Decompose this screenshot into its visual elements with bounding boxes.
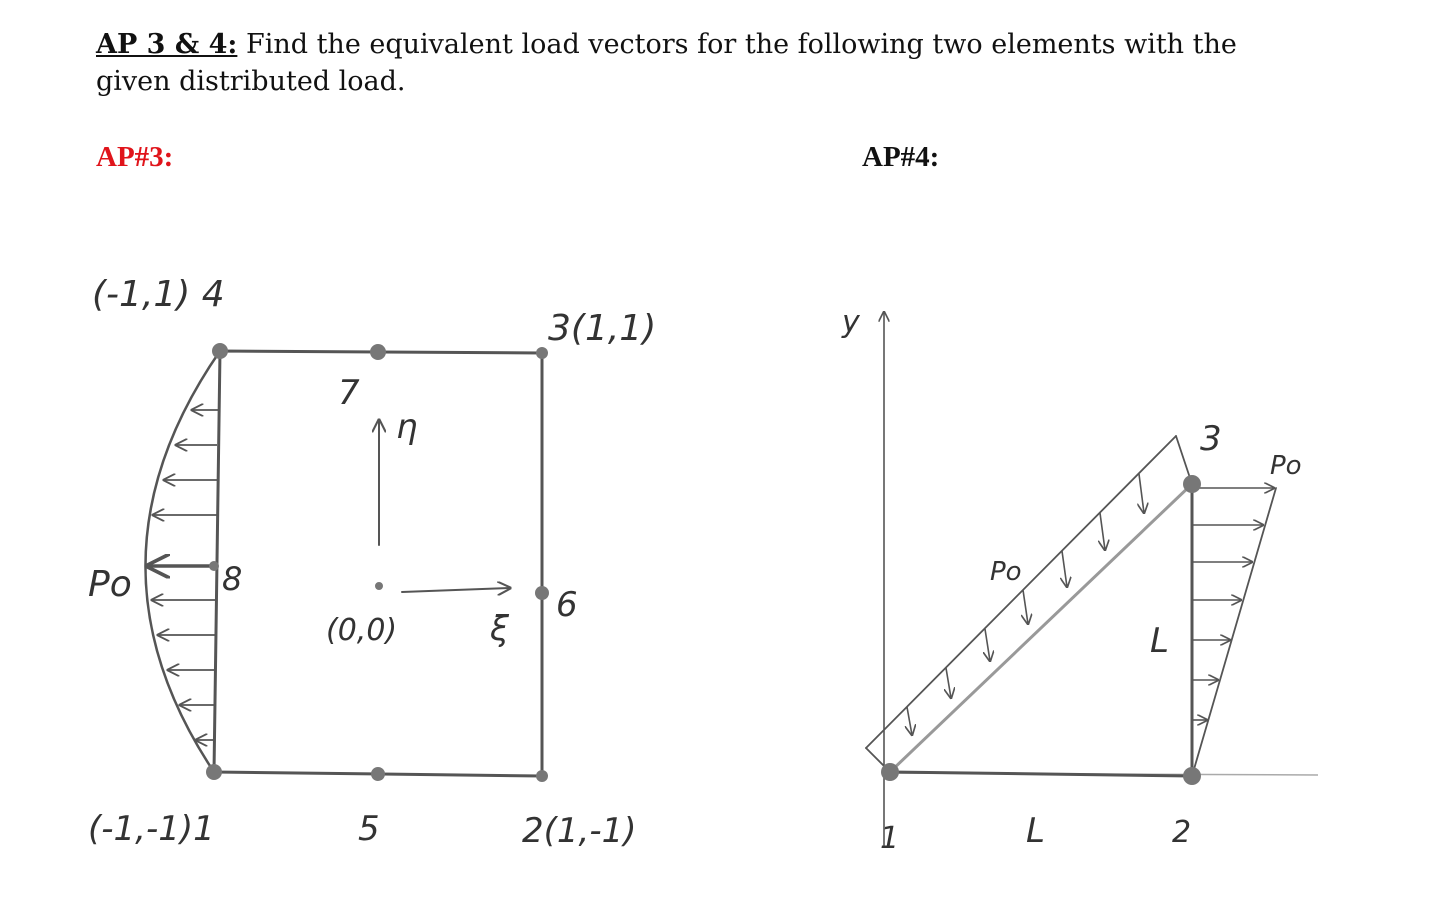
ap4-triangular-load-line xyxy=(1192,488,1276,776)
ap3-node-6 xyxy=(535,586,549,600)
heading-text: Find the equivalent load vectors for the following two elements with the given distributed load. xyxy=(96,29,1237,97)
ap3-node-3 xyxy=(536,347,548,359)
ap3-element-boundary xyxy=(214,351,542,776)
ap3-xi-label: ξ xyxy=(490,609,509,649)
ap4-edge-1-3 xyxy=(890,484,1192,772)
ap3-load-arrows xyxy=(148,410,218,740)
ap4-edge-1-2 xyxy=(890,772,1192,776)
ap3-node-1 xyxy=(206,764,222,780)
ap3-node-8 xyxy=(209,561,219,571)
load-arrow xyxy=(1100,513,1105,550)
load-arrow xyxy=(1139,474,1144,513)
ap3-node-2 xyxy=(536,770,548,782)
problem-4-label: AP#4: xyxy=(862,141,940,173)
load-arrow xyxy=(1062,551,1067,587)
ap3-node-3-label: 3(1,1) xyxy=(548,308,657,349)
problem-3-label: AP#3: xyxy=(96,141,174,173)
ap4-right-load-label: Po xyxy=(1270,451,1302,481)
ap4-diagonal-load-arrows xyxy=(907,474,1144,735)
ap3-element-diagram xyxy=(88,274,656,851)
load-arrow xyxy=(985,629,990,661)
load-arrow xyxy=(946,668,951,698)
heading-lead: AP 3 & 4: xyxy=(96,29,238,60)
ap4-node-2-label: 2 xyxy=(1172,815,1192,850)
ap3-node-6-label: 6 xyxy=(556,585,578,625)
ap4-triangular-load-arrows xyxy=(1192,488,1274,720)
ap3-node-1-label: (-1,-1)1 xyxy=(88,809,215,849)
load-arrow xyxy=(907,707,912,735)
ap3-node-4 xyxy=(212,343,228,359)
ap3-origin-label: (0,0) xyxy=(326,613,398,648)
ap3-node-7 xyxy=(370,344,386,360)
ap4-bottom-side-label: L xyxy=(1026,811,1045,851)
ap3-node-4-label: (-1,1) 4 xyxy=(92,274,225,315)
ap3-load-label: Po xyxy=(88,564,132,605)
ap4-diagonal-load-line xyxy=(866,436,1176,748)
ap3-node-5-label: 5 xyxy=(358,809,380,849)
ap4-element-diagram xyxy=(841,305,1318,856)
ap3-node-8-label: 8 xyxy=(222,560,243,598)
ap4-node-3 xyxy=(1183,475,1201,493)
ap4-node-2 xyxy=(1183,767,1201,785)
load-arrow xyxy=(1023,590,1028,624)
ap3-origin-dot xyxy=(375,582,383,590)
ap3-eta-label: η xyxy=(396,407,418,447)
ap4-node-1 xyxy=(881,763,899,781)
ap3-node-5 xyxy=(371,767,385,781)
ap4-node-3-label: 3 xyxy=(1200,419,1222,459)
ap3-node-7-label: 7 xyxy=(338,373,360,413)
ap4-diagonal-load-label: Po xyxy=(990,557,1022,587)
ap3-xi-axis xyxy=(402,588,510,592)
ap3-parabolic-load-curve xyxy=(145,351,220,772)
ap4-node-1-label: 1 xyxy=(880,821,900,856)
ap3-node-2-label: 2(1,-1) xyxy=(522,811,637,851)
ap4-vertical-side-label: L xyxy=(1150,621,1169,661)
ap4-y-axis-label: y xyxy=(842,305,860,340)
